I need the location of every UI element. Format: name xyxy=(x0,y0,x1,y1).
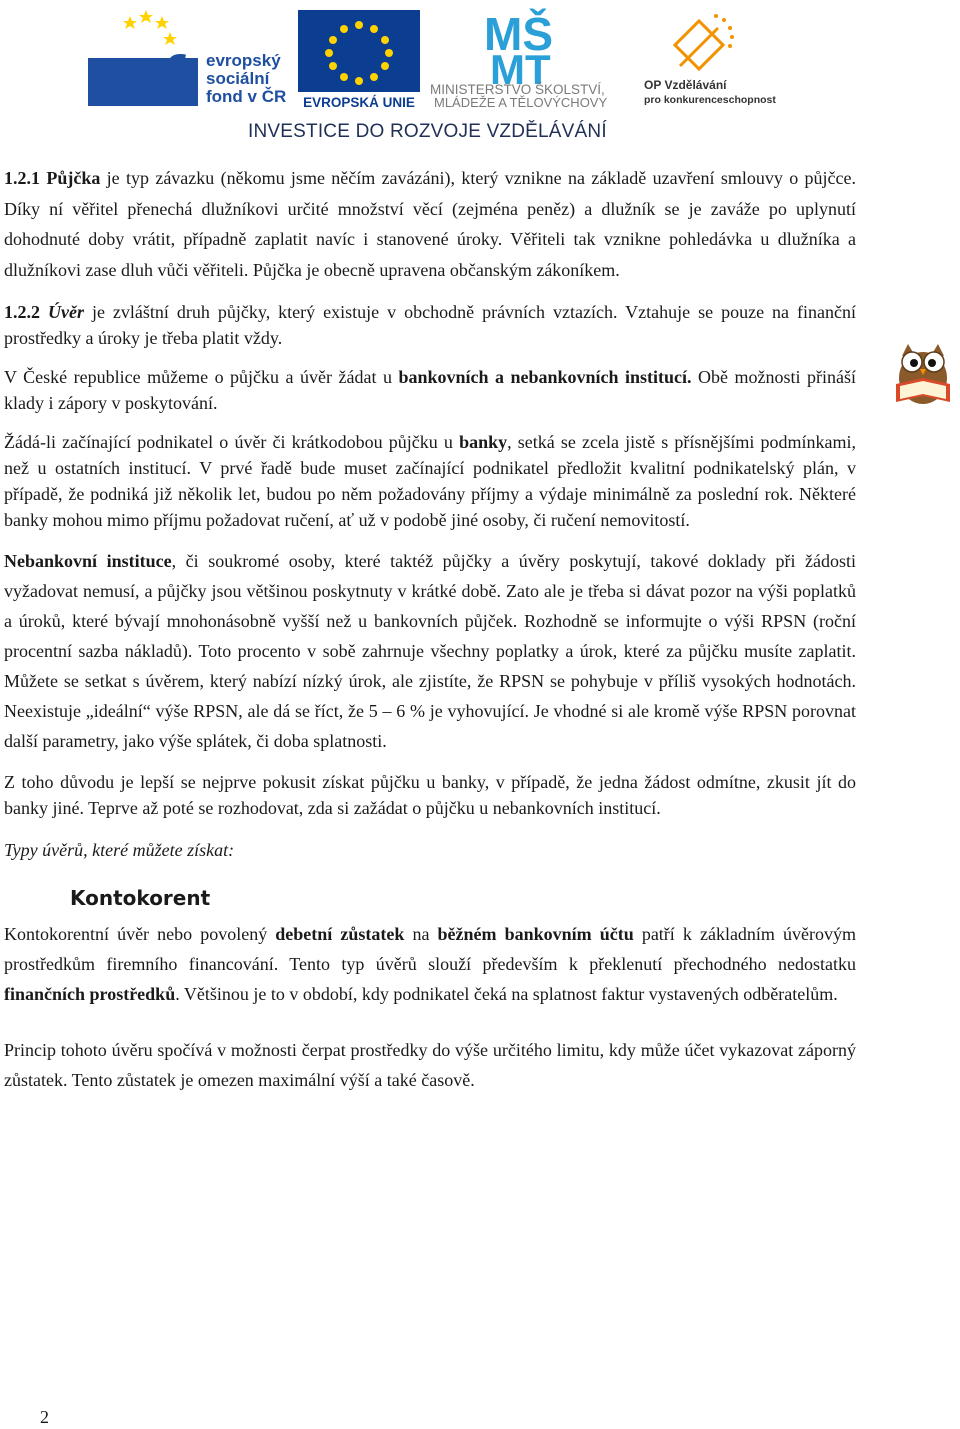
svg-text:MŠ: MŠ xyxy=(484,8,553,60)
esf-logo-line1: evropský xyxy=(206,51,281,70)
bold-phrase: běžném bankovním účtu xyxy=(437,924,634,944)
paragraph-text: je zvláštní druh půjčky, který existuje v obchodně právních vztazích. Vztahuje se pouze na finanční prostředky a úroky je třeba platit vždy. xyxy=(4,302,856,348)
paragraph-text: . Většinou je to v období, kdy podnikatel čeká na splatnost faktur vystavených odběratelům. xyxy=(175,984,838,1004)
paragraph-text: na xyxy=(404,924,438,944)
paragraph-banky xyxy=(4,429,856,533)
svg-text:MT: MT xyxy=(490,46,551,93)
paragraph-text: , či soukromé osoby, které taktéž půjčky a úvěry poskytují, takové doklady při žádosti vyžadovat nemusí, a půjčky jsou většinou poskytnuty v krátké době. Zato ale je třeba si dávat pozor na výši poplatků a úroků, které bývají mnohonásobně vyšší než u bankovních půjček. Rozhodně se informujte o výši RPSN (roční procentní sazba nákladů). Toto procento v sobě zahrnuje všechny poplatky a úrok, které za půjčku musíte zaplatit. Můžete se setkat s úvěrem, který nabízí nízký úrok, ale zjistíte, že RPSN se pohybuje v příliš vysokých hodnotách. Neexistuje „ideální“ výše RPSN, ale dá se říct, že 5 – 6 % je vyhovující. Je vhodné si ale kromě výše RPSN porovnat další parametry, jako výše splátek, či doba splatnosti. xyxy=(4,551,856,751)
msmt-logo-line1: MINISTERSTVO ŠKOLSTVÍ, xyxy=(430,82,605,97)
bold-phrase: bankovních a nebankovních institucí. xyxy=(398,367,692,387)
section-number: 1.2.2 xyxy=(4,302,40,322)
paragraph-uver xyxy=(4,299,856,351)
paragraph-pujcka xyxy=(4,163,856,285)
paragraph-kontokorent xyxy=(4,919,856,1009)
paragraph-text: patří k základním úvěrovým prostředkům firemního financování. Tento typ úvěrů slouží především k překlenutí přechodného nedostatku xyxy=(4,924,857,974)
investice-slogan: INVESTICE DO ROZVOJE VZDĚLÁVÁNÍ xyxy=(248,121,607,142)
paragraph-text: , setká se zcela jistě s přísnějšími podmínkami, než u ostatních institucí. V prvé řadě bude muset začínající podnikatel předložit kvalitní podnikatelský plán, v případě, že podniká již několik let, budou po něm požadovány příjmy a výdaje minimálně za poslední rok. Některé banky mohou mimo příjmu požadovat ručení, ať už v podobě jiné osoby, či ručení nemovitostí. xyxy=(4,432,856,530)
subheading-typy-uveru: Typy úvěrů, které můžete získat: xyxy=(4,840,235,860)
term-pujcka: Půjčka xyxy=(46,168,101,188)
op-logo-line1: OP Vzdělávání xyxy=(644,78,727,92)
eu-logo-text: EVROPSKÁ UNIE xyxy=(303,95,415,110)
paragraph-zaver: Z toho důvodu je lepší se nejprve pokusit získat půjčku u banky, v případě, že jedna žádost odmítne, zkusit jít do banky jiné. Teprve až poté se rozhodovat, zda si zažádat o půjčku u nebankovních institucí. xyxy=(4,772,856,818)
svg-text:esf: esf xyxy=(90,42,177,106)
paragraph-text: Kontokorentní úvěr nebo povolený xyxy=(4,924,276,944)
paragraph-text: je typ závazku (někomu jsme něčím zavázáni), který vznikne na základě uzavření smlouvy o půjčce. Díky ní věřitel přenechá dlužníkovi určité množství věcí (zejména peněz) a dlužník se je zaváže po uplynutí dohodnuté doby vrátit, případně zaplatit navíc i stanovené úroky. Věřiteli tak vznikne pohledávka u dlužníka a dlužníkovi zase dluh vůči věřiteli. Půjčka je obecně upravena občanským zákoníkem. xyxy=(4,168,857,280)
bold-phrase: banky xyxy=(459,432,508,452)
paragraph-princip: Princip tohoto úvěru spočívá v možnosti čerpat prostředky do výše určitého limitu, kdy může účet vykazovat záporný zůstatek. Tento zůstatek je omezen maximální výší a také časově. xyxy=(4,1040,856,1090)
paragraph-nebankovni xyxy=(4,546,856,756)
bold-phrase: finančních prostředků xyxy=(4,984,176,1004)
esf-logo-line2: sociální xyxy=(206,69,270,88)
paragraph-text: V České republice můžeme o půjčku a úvěr žádat u xyxy=(4,367,399,387)
header xyxy=(0,0,960,150)
bold-phrase: Nebankovní instituce xyxy=(4,551,172,571)
msmt-logo-line2: MLÁDEŽE A TĚLOVÝCHOVY xyxy=(434,95,608,110)
op-vzdelavani-logo xyxy=(640,6,780,110)
esf-logo-line3: fond v ČR xyxy=(206,87,287,106)
bold-phrase: debetní zůstatek xyxy=(275,924,405,944)
eu-flag-logo xyxy=(296,8,422,110)
paragraph-instituce xyxy=(4,364,856,416)
heading-kontokorent: Kontokorent xyxy=(70,886,211,910)
op-logo-line2: pro konkurenceschopnost xyxy=(644,94,776,106)
esf-logo xyxy=(88,6,288,106)
page-number: 2 xyxy=(40,1407,49,1427)
term-uver: Úvěr xyxy=(47,302,84,322)
paragraph-text: Obě možnosti přináší klady i zápory v poskytování. xyxy=(4,367,856,413)
section-number: 1.2.1 xyxy=(4,168,40,188)
paragraph-text: Žádá-li začínající podnikatel o úvěr či krátkodobou půjčku u xyxy=(4,432,460,452)
document-body xyxy=(4,163,856,1095)
owl-reading-icon xyxy=(890,338,956,408)
msmt-logo xyxy=(426,6,636,110)
